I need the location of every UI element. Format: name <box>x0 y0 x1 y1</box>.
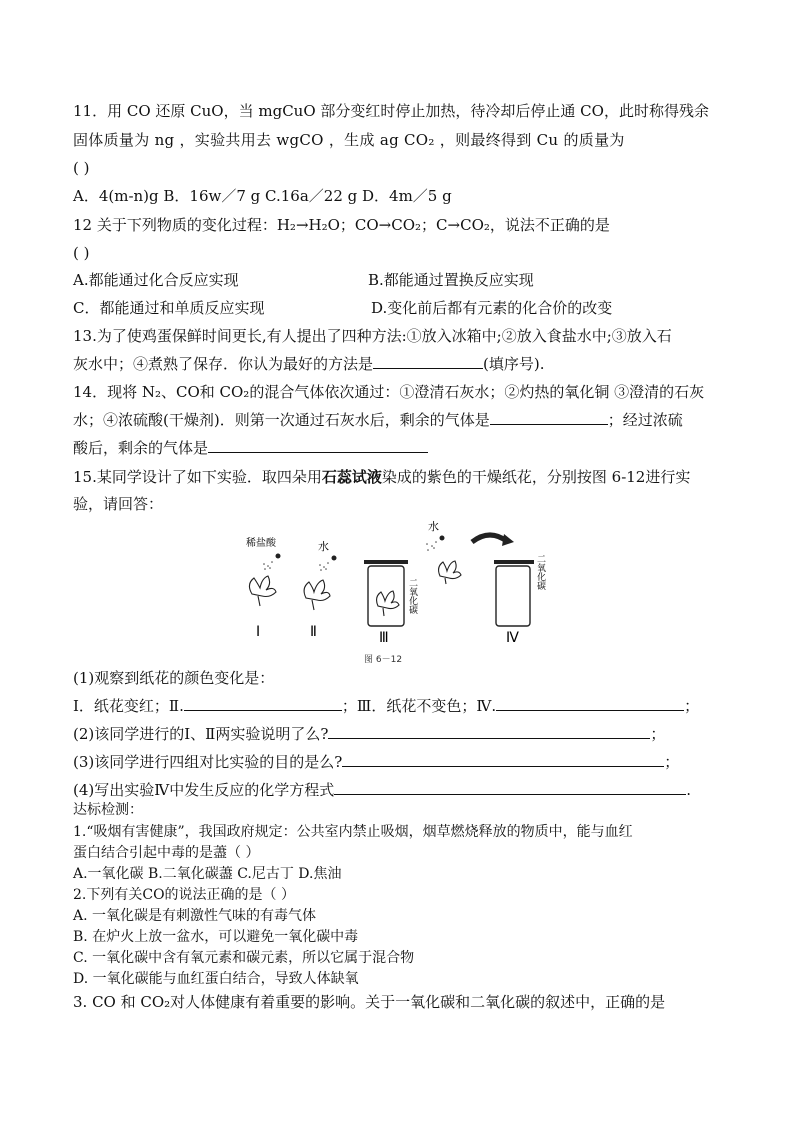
paper-flower-1-icon <box>249 576 276 606</box>
q12-option-d: D.变化前后都有元素的化合价的改变 <box>371 299 613 317</box>
label-iv: Ⅳ <box>506 630 519 646</box>
sprayer-nozzle-2 <box>332 556 337 561</box>
q14-answer-blank-2[interactable] <box>208 438 428 453</box>
label-dilute-hcl: 稀盐酸 <box>246 538 276 549</box>
q15-sub4 <box>73 780 691 800</box>
test-q2-option-c: C. 一氧化碳中含有氧元素和碳元素，所以它属于混合物 <box>73 950 415 966</box>
test-q1-line1: 1.“吸烟有害健康”，我国政府规定：公共室内禁止吸烟，烟草燃烧释放的物质中，能与血红 <box>73 824 633 840</box>
q15-sub1-text-a: Ⅰ．纸花变红；Ⅱ. <box>73 697 184 715</box>
q11-line1: 11．用 CO 还原 CuO，当 mgCuO 部分变红时停止加热，待冷却后停止通 CO，此时称得残余 <box>73 102 709 120</box>
q15-sub4-text: (4)写出实验Ⅳ中发生反应的化学方程式 <box>73 781 335 799</box>
q13-line2 <box>73 354 545 374</box>
label-water-2: 水 <box>428 520 439 533</box>
q11-line3: ( ) <box>73 159 90 177</box>
q14-line2-text: 水；④浓硫酸(干燥剂)．则第一次通过石灰水后，剩余的气体是 <box>73 411 490 429</box>
paper-flower-3-icon <box>377 591 399 616</box>
test-q2-option-d: D. 一氧化碳能与血红蛋白结合，导致人体缺氧 <box>73 971 359 987</box>
figure-caption: 图 6－12 <box>364 655 403 665</box>
figure-6-12 <box>228 520 558 666</box>
jar-4 <box>496 566 530 626</box>
test-q2-option-a: A. 一氧化碳是有刺激性气味的有毒气体 <box>73 908 317 924</box>
label-water-1: 水 <box>318 540 329 553</box>
q13-line2-end: (填序号). <box>483 355 545 373</box>
paper-flower-4-icon <box>439 561 461 584</box>
jar-3-lid <box>364 560 408 564</box>
q15-litmus-bold: 石蕊试液 <box>321 468 382 486</box>
q14-line2-end: ；经过浓硫 <box>607 411 683 429</box>
q12-option-a: A.都能通过化合反应实现 <box>73 271 239 289</box>
label-co2-3: 二氧化碳 <box>407 578 417 614</box>
test-heading: 达标检测： <box>73 802 143 818</box>
q14-line3 <box>73 438 428 458</box>
q15-sub3-end: ； <box>664 753 680 771</box>
q15-sub2-end: ； <box>650 725 666 743</box>
q15-line1-end: 染成的紫色的干燥纸花，分别按图 6-12进行实 <box>381 468 691 486</box>
test-q2-option-b: B. 在炉火上放一盆水，可以避免一氧化碳中毒 <box>73 929 359 945</box>
paper-flower-2-icon <box>304 580 330 610</box>
q15-sub2 <box>73 724 665 744</box>
q13-answer-blank[interactable] <box>373 354 483 369</box>
jar-3 <box>368 566 404 626</box>
q15-sub3 <box>73 752 679 772</box>
q14-line3-text: 酸后，剩余的气体是 <box>73 439 209 457</box>
arrow-curve-icon <box>472 535 508 542</box>
q15-sub2-blank[interactable] <box>328 724 650 739</box>
spray-dots-1 <box>263 561 273 570</box>
spray-dots-3 <box>426 541 437 551</box>
sprayer-nozzle-1 <box>276 554 281 559</box>
q15-sub4-end: . <box>686 781 692 799</box>
q15-sub1-blank-iv[interactable] <box>496 696 684 711</box>
q15-line1-text: 15.某同学设计了如下实验．取四朵用 <box>73 468 322 486</box>
q11-options: A．4(m-n)g B．16w／7 g C.16a／22 g D．4m／5 g <box>73 187 452 205</box>
q15-sub1: (1)观察到纸花的颜色变化是： <box>73 669 275 687</box>
test-q2: 2.下列有关CO的说法正确的是（ ） <box>73 887 295 903</box>
test-q1-line2: 蛋白结合引起中毒的是藎（ ） <box>73 845 260 861</box>
label-ii: Ⅱ <box>310 624 317 640</box>
label-iii: Ⅲ <box>379 630 389 646</box>
test-q1-options: A.一氧化碳 B.二氧化碳藎 C.尼古丁 D.焦油 <box>73 866 342 882</box>
label-i: Ⅰ <box>256 624 261 640</box>
q15-line1 <box>73 467 690 487</box>
q14-line2 <box>73 410 683 430</box>
q14-line1: 14．现将 N₂、CO和 CO₂的混合气体依次通过：①澄清石灰水；②灼热的氧化铜 ③澄清的石灰 <box>73 383 705 401</box>
q13-line2-text: 灰水中；④煮熟了保存．你认为最好的方法是 <box>73 355 374 373</box>
q15-sub1-text-b: ；Ⅲ．纸花不变色；Ⅳ. <box>341 697 497 715</box>
q15-sub4-blank[interactable] <box>334 780 686 795</box>
test-q3: 3. CO 和 CO₂对人体健康有着重要的影响。关于一氧化碳和二氧化碳的叙述中，正确的是 <box>73 993 666 1011</box>
label-co2-4: 二氧化碳 <box>535 554 545 590</box>
q11-line2: 固体质量为 ng ，实验共用去 wgCO ，生成 ag CO₂ ，则最终得到 Cu 的质量为 <box>73 131 625 149</box>
q12-option-c: C．都能通过和单质反应实现 <box>73 299 265 317</box>
q12-option-b: B.都能通过置换反应实现 <box>368 271 534 289</box>
jar-4-lid <box>494 560 534 564</box>
arrow-head-icon <box>502 534 514 546</box>
q13-line1: 13.为了使鸡蛋保鲜时间更长,有人提出了四种方法:①放入冰箱中;②放入食盐水中;③放入石 <box>73 327 672 345</box>
q12-line2: ( ) <box>73 244 90 262</box>
q15-sub1-answers <box>73 696 699 716</box>
q14-answer-blank-1[interactable] <box>490 410 608 425</box>
q15-sub3-text: (3)该同学进行四组对比实验的目的是么? <box>73 753 343 771</box>
q12-line1: 12 关于下列物质的变化过程：H₂→H₂O；CO→CO₂；C→CO₂，说法不正确的是 <box>73 216 610 234</box>
q15-sub1-text-c: ； <box>684 697 700 715</box>
q15-line2: 验，请回答： <box>73 495 164 513</box>
q15-sub3-blank[interactable] <box>342 752 664 767</box>
q15-sub1-blank-ii[interactable] <box>184 696 342 711</box>
q15-sub2-text: (2)该同学进行的Ⅰ、Ⅱ两实验说明了么? <box>73 725 329 743</box>
sprayer-nozzle-3 <box>440 536 445 541</box>
spray-dots-2 <box>319 562 329 571</box>
